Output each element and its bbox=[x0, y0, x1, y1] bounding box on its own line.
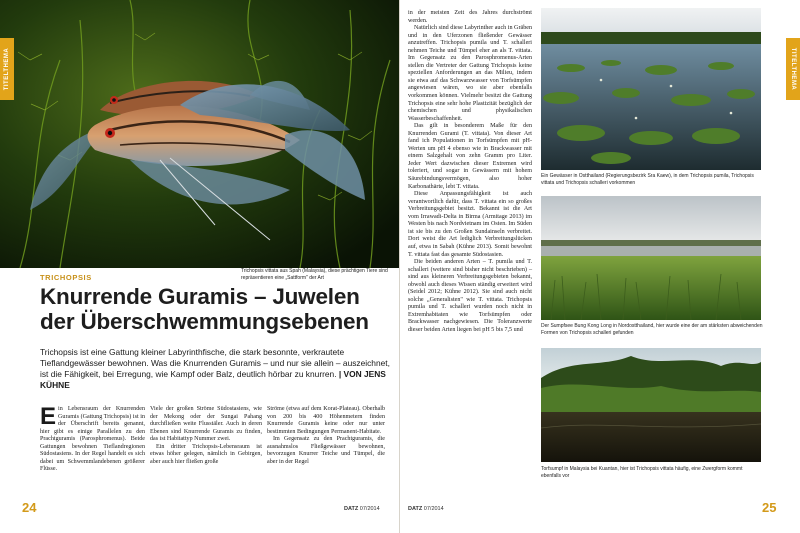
magazine-issue: 07/2014 bbox=[359, 506, 380, 512]
peat-swamp-photo bbox=[541, 348, 761, 462]
article-headline: Knurrende Guramis – Juwelen der Überschwemmungsebenen bbox=[40, 284, 369, 334]
magazine-issue: 07/2014 bbox=[423, 506, 444, 512]
body-text: in der meisten Zeit des Jahres durchströmt werden. bbox=[408, 10, 532, 24]
hero-caption: Trichopsis vittata aus Spah (Malaysia), diese prächtigen Tiere sind repräsentieren eine „Sattform" der Art bbox=[241, 268, 388, 281]
section-tab bbox=[0, 38, 14, 100]
section-tab bbox=[786, 38, 800, 100]
body-text: Das gilt in besonderem Maße für den Knurrenden Gurami (T. vittata). Von dieser Art fand ich Populationen in Torfsümpfen mit pH-Werten um pH 4 ebenso wie in Brackwasser mit einem Salzgehalt von zehn Gramm pro Liter. Jeder Wert dazwischen dieser Extremen wird toleriert, und sogar in Gewässern mit hohem Säurebindungsvermögen, also hoher Karbonathärte, lebt T. vittata. bbox=[408, 123, 532, 190]
body-column-1 bbox=[40, 403, 145, 474]
magazine-footer bbox=[344, 506, 380, 512]
right-page bbox=[400, 0, 800, 533]
photo-caption-3: Torfsumpf in Malaysia bei Kuantan, hier ist Trichopsis vittata häufig, eine Zwergform kommt ebenfalls vor bbox=[541, 466, 743, 479]
body-text: Ein dritter Trichopsis-Lebensraum ist etwas höher gelegen, nämlich in Gebirgen, aber auch hier fließen große bbox=[150, 443, 262, 465]
swamp-lake-photo bbox=[541, 196, 761, 320]
section-tab-label: TITELTHEMA bbox=[790, 47, 796, 91]
body-column-right bbox=[408, 10, 532, 335]
photo-caption-1: Ein Gewässer in Ostthailand (Regierungsbezirk Sra Kaew), in dem Trichopsis pumila, Trichopsis vittata und Trichopsis schalleri vorkommen bbox=[541, 173, 754, 186]
body-text: Diese Anpassungsfähigkeit ist auch verantwortlich dafür, dass T. vittata ein so großes Verbreitungsgebiet besitzt. Bekannt ist die Art vom Irrawadi-Delta in Birma (Armitage 2013) im Westen bis nach Nordvietnam im Osten. Im Süden ist sie bis zu den Großen Sundainseln verbreitet. Dort weist die Art lediglich Verbreitungslücken auf, etwa in Sabah (Kühne 2013). Somit bewohnt T. vittata fast das gesamte Südostasien. bbox=[408, 191, 532, 258]
magazine-footer bbox=[408, 506, 444, 512]
lead-text: Trichopsis ist eine Gattung kleiner Labyrinthfische, die stark besonnte, verkrautete Tieflandgewässer bewohnen. Was die Knurrenden Guramis – und nur sie allein – auszeichnet, ist die Fähigkeit, bei Erregung, wie Kampf oder Balz, deutlich hörbar zu knurren. bbox=[40, 347, 390, 380]
body-text: Viele der großen Ströme Südostasiens, wie der Mekong oder der Sungai Pahang durchfließen weite Flusstäler. Auch in deren Ebenen sind Knurrende Guramis zu finden, das ist Habitattyp Nummer zwei. bbox=[150, 406, 262, 443]
body-text: Natürlich sind diese Labyrinther auch in Gräben und in den Uferzonen fließender Gewässer anzutreffen. Trichopsis pumila und T. schalleri nehmen Teiche und Tümpel eher an als T. vittata. Im Gegensatz zu den Parosphromenus-Arten stellen die Vertreter der Gattung Trichopsis keine speziellen Anforderungen an das Milieu, indem sie etwa auf das Schwarzwasser von Torfsümpfen angewiesen wären, wo sie aber ebenfalls vorkommen können. Vielmehr besitzt die Gattung Trichopsis eine sehr hohe Plastizität bezüglich der chemischen und physikalischen Wasserbeschaffenheit. bbox=[408, 25, 532, 122]
lake-photo bbox=[541, 8, 761, 170]
body-text: in Lebensraum der Knurrenden Guramis (Gattung Trichopsis) ist in der Überschrift bereits genannt, hier gibt es einige Parallelen zu den Prachtguramis (Parosphromenus). Beide Gattungen bewohnen Tieflandregionen Südostasiens. In der Regel handelt es sich dabei um Schwemmlandebenen größerer Flüsse. bbox=[40, 406, 145, 473]
article-lead bbox=[40, 347, 392, 391]
magazine-name: DATZ bbox=[408, 506, 423, 512]
page-number: 25 bbox=[762, 500, 777, 515]
photo-caption-2: Der Sumpfsee Bung Kong Long in Nordostthailand, hier wurde eine der am stärksten abweichenden Formen von Trichopsis schalleri gefunden bbox=[541, 323, 763, 336]
page-number: 24 bbox=[22, 500, 37, 515]
body-column-3 bbox=[267, 406, 385, 466]
hero-fish-photo bbox=[0, 0, 400, 268]
body-text: Die beiden anderen Arten – T. pumila und T. schalleri (weitere sind bisher nicht beschrieben) – sind aus kleineren Verbreitungsgebieten bekannt, obwohl auch dieses Wissen ständig erweitert wird (Seidel 2012; Kühne 2012). Sie sind auch nicht solche „Generalisten" wie T. vittata. Trichopsis pumila und T. schalleri wurden noch nicht in Extremhabitaten wie Torfsümpfen oder Brackwasser nachgewiesen. Die Toleranzwerte dieser beiden Arten liegen bei pH 5 bis 7,5 und bbox=[408, 259, 532, 333]
body-text: Im Gegensatz zu den Prachtguramis, die ausnahmslos Fließgewässer bewohnen, bevorzugen Knurrer Teiche und Tümpel, die aber in der Regel bbox=[267, 436, 385, 465]
body-text: Ströme (etwa auf dem Korat-Plateau). Oberhalb von 200 bis 400 Höhenmetern finden Knurrende Guramis keine oder nur unter bestimmten Bedingungen Permanent-Habitate. bbox=[267, 406, 385, 435]
body-column-2 bbox=[150, 406, 262, 466]
section-tab-label: TITELTHEMA bbox=[4, 47, 10, 91]
magazine-name: DATZ bbox=[344, 506, 359, 512]
dropcap: E bbox=[40, 403, 57, 430]
kicker: TRICHOPSIS bbox=[40, 273, 92, 282]
byline: | VON JENS KÜHNE bbox=[40, 369, 386, 391]
